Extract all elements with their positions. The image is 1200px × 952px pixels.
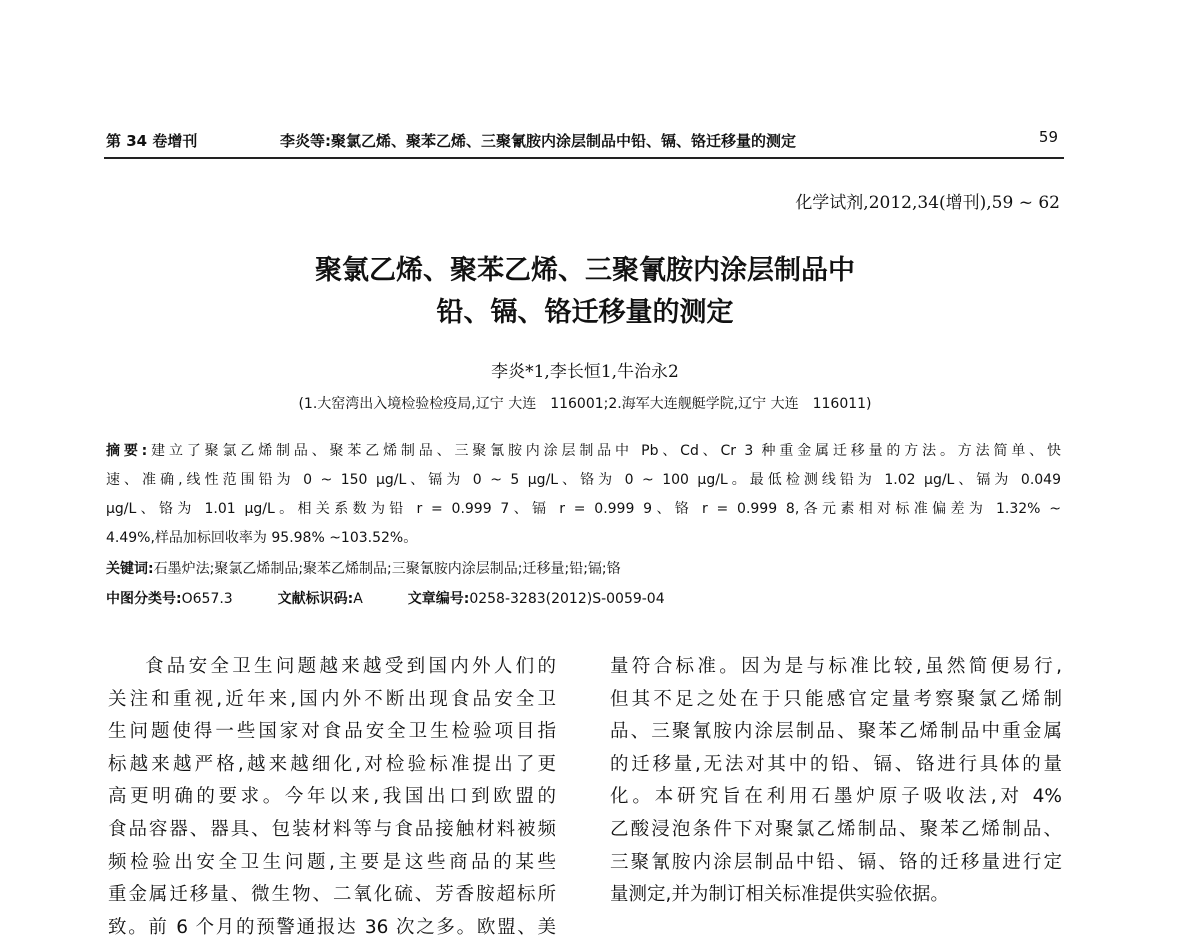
title-line-2: 铅、镉、铬迁移量的测定 xyxy=(436,297,734,328)
article-no-value: 0258-3283(2012)S-0059-04 xyxy=(469,591,665,607)
abstract-text: 建立了聚氯乙烯制品、聚苯乙烯制品、三聚氰胺内涂层制品中 Pb、Cd、Cr 3 种重金属迁移量的方法。方法简单、快 xyxy=(147,443,1062,459)
citation: 化学试剂,2012,34(增刊),59 ~ 62 xyxy=(795,193,1060,213)
body-line: 乙酸浸泡条件下对聚氯乙烯制品、聚苯乙烯制品、 xyxy=(610,819,1062,840)
body-line: 致。前 6 个月的预警通报达 36 次之多。欧盟、美 xyxy=(108,916,556,938)
page-number: 59 xyxy=(1038,128,1058,146)
abstract-line xyxy=(106,440,1061,460)
body-line: 量测定,并为制订相关标准提供实验依据。 xyxy=(610,884,949,906)
abstract-line: μg/L、铬为 1.01 μg/L。相关系数为铅 r = 0.999 7、镉 r = 0.999 9、铬 r = 0.999 8,各元素相对标准偏差为 1.32% ~ xyxy=(106,501,1061,517)
article-no-label: 文章编号: xyxy=(407,591,470,607)
keywords xyxy=(106,558,621,578)
affiliation: (1.大窑湾出入境检验检疫局,辽宁 大连 116001;2.海军大连舰艇学院,辽宁 大连 116011) xyxy=(298,396,872,412)
clc-label: 中图分类号: xyxy=(106,591,182,607)
keywords-text: 石墨炉法;聚氯乙烯制品;聚苯乙烯制品;三聚氰胺内涂层制品;迁移量;铅;镉;铬 xyxy=(153,561,621,577)
running-title: 李炎等:聚氯乙烯、聚苯乙烯、三聚氰胺内涂层制品中铅、镉、铬迁移量的测定 xyxy=(280,132,797,150)
body-line: 量符合标准。因为是与标准比较,虽然简便易行, xyxy=(610,656,1062,677)
body-line: 化。本研究旨在利用石墨炉原子吸收法,对 4% xyxy=(610,786,1062,808)
body-line: 食品安全卫生问题越来越受到国内外人们的 xyxy=(145,656,556,677)
abstract-line: 速、准确,线性范围铅为 0 ~ 150 μg/L、镉为 0 ~ 5 μg/L、铬为 0 ~ 100 μg/L。最低检测线铅为 1.02 μg/L、镉为 0.049 xyxy=(106,472,1061,488)
body-line: 食品容器、器具、包装材料等与食品接触材料被频 xyxy=(108,819,556,840)
clc-value: O657.3 xyxy=(181,591,233,607)
doc-code-value: A xyxy=(353,591,363,607)
classification xyxy=(106,588,665,608)
body-line: 品、三聚氰胺内涂层制品、聚苯乙烯制品中重金属 xyxy=(610,721,1062,743)
body-line: 三聚氰胺内涂层制品中铅、镉、铬的迁移量进行定 xyxy=(610,851,1062,873)
abstract-label: 摘要: xyxy=(106,443,148,459)
body-line: 高更明确的要求。今年以来,我国出口到欧盟的 xyxy=(108,786,556,808)
body-line: 重金属迁移量、微生物、二氧化硫、芳香胺超标所 xyxy=(108,884,556,906)
doc-code-label: 文献标识码: xyxy=(277,591,354,607)
keywords-label: 关键词: xyxy=(106,561,154,577)
header-rule xyxy=(104,157,1064,159)
body-line: 关注和重视,近年来,国内外不断出现食品安全卫 xyxy=(108,688,556,710)
abstract-line: 4.49%,样品加标回收率为 95.98% ~103.52%。 xyxy=(106,530,418,546)
authors: 李炎*1,李长恒1,牛治永2 xyxy=(491,362,679,382)
header-volume: 第 34 卷增刊 xyxy=(106,132,198,150)
body-line: 生问题使得一些国家对食品安全卫生检验项目指 xyxy=(108,721,556,743)
title-line-1: 聚氯乙烯、聚苯乙烯、三聚氰胺内涂层制品中 xyxy=(315,255,855,286)
body-line: 的迁移量,无法对其中的铅、镉、铬进行具体的量 xyxy=(610,753,1062,775)
body-line: 标越来越严格,越来越细化,对检验标准提出了更 xyxy=(108,753,556,775)
body-line: 频检验出安全卫生问题,主要是这些商品的某些 xyxy=(108,851,556,873)
body-line: 但其不足之处在于只能感官定量考察聚氯乙烯制 xyxy=(610,688,1062,710)
